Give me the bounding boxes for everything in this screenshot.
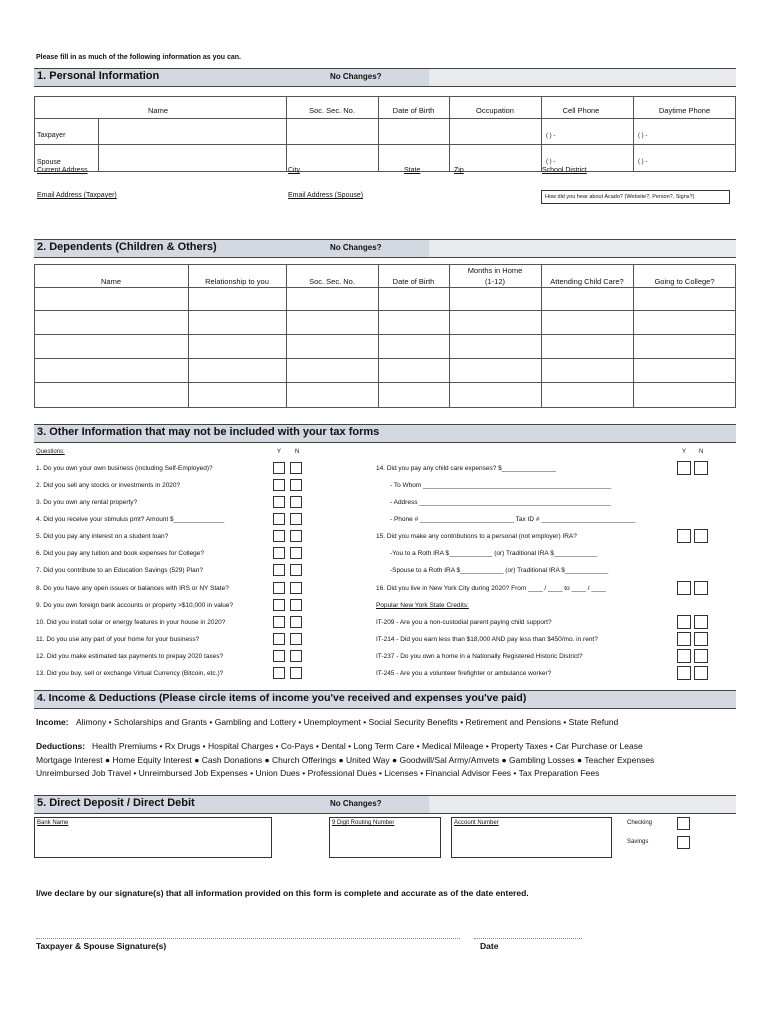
q4-no-checkbox[interactable] (290, 513, 302, 525)
q14-no-checkbox[interactable] (694, 461, 708, 475)
it245-no-checkbox[interactable] (694, 666, 708, 680)
question-11: 11. Do you use any part of your home for your business? (36, 636, 200, 643)
section-title: 3. Other Information that may not be included with your tax forms (37, 426, 380, 438)
header-occupation: Occupation (476, 106, 514, 115)
section-other-header (34, 424, 736, 443)
dep-header-months: Months in Home (467, 266, 523, 275)
q8-no-checkbox[interactable] (290, 582, 302, 594)
ny-credits-heading: Popular New York State Credits: (376, 602, 469, 609)
it-245: IT-245 - Are you a volunteer firefighter or ambulance worker? (376, 670, 552, 677)
bank-name-field[interactable] (34, 817, 272, 858)
income-items: Alimony • Scholarships and Grants • Gambling and Lottery • Unemployment • Social Security Benefits • Retirement and Pensions • State Refund (76, 717, 619, 727)
q9-no-checkbox[interactable] (290, 599, 302, 611)
q1-yes-checkbox[interactable] (273, 462, 285, 474)
it209-no-checkbox[interactable] (694, 615, 708, 629)
header-daytime-phone: Daytime Phone (658, 106, 711, 115)
header-ssn: Soc. Sec. No. (309, 106, 355, 115)
how-heard-label: How did you hear about Acado? (Website?, Person?, Signs?) (545, 194, 695, 200)
section-personal-header (34, 68, 736, 87)
q15-you-ira[interactable]: -You to a Roth IRA $____________ (or) Traditional IRA $____________ (390, 550, 598, 557)
q7-yes-checkbox[interactable] (273, 564, 285, 576)
deductions-line-3: Unreimbursed Job Travel • Unreimbursed Job Expenses • Union Dues • Professional Dues • Licenses • Financial Advisor Fees • Tax Preparation Fees (36, 768, 600, 778)
dep-header-months-range: (1-12) (484, 277, 505, 286)
income-label: Income: (36, 717, 69, 727)
no-changes-field[interactable] (429, 69, 736, 86)
it-209: IT-209 - Are you a non-custodial parent paying child support? (376, 619, 552, 626)
q3-yes-checkbox[interactable] (273, 496, 285, 508)
q1-no-checkbox[interactable] (290, 462, 302, 474)
email-taxpayer-label: Email Address (Taxpayer) (37, 192, 117, 199)
question-2: 2. Did you sell any stocks or investments in 2020? (36, 482, 181, 489)
header-cell-phone: Cell Phone (562, 106, 600, 115)
q14-phone-taxid[interactable]: - Phone # __________________________ Tax ID # __________________________ (390, 516, 636, 523)
it-237: IT-237 - Do you own a home in a Nationally Registered Historic District? (376, 653, 583, 660)
section-title: 1. Personal Information (37, 70, 160, 82)
email-spouse-label: Email Address (Spouse) (288, 192, 364, 199)
it214-no-checkbox[interactable] (694, 632, 708, 646)
q5-yes-checkbox[interactable] (273, 530, 285, 542)
checking-checkbox[interactable] (677, 817, 690, 830)
no-changes-label: No Changes? (330, 72, 382, 81)
signature-line[interactable] (36, 938, 460, 939)
taxpayer-label: Taxpayer (37, 132, 66, 139)
section-deposit-header (34, 795, 736, 814)
date-line[interactable] (474, 938, 582, 939)
question-8: 8. Do you have any open issues or balances with IRS or NY State? (36, 585, 229, 592)
q6-yes-checkbox[interactable] (273, 547, 285, 559)
it245-yes-checkbox[interactable] (677, 666, 691, 680)
question-4: 4. Did you receive your stimulus pmt? Amount $______________ (36, 516, 225, 523)
q5-no-checkbox[interactable] (290, 530, 302, 542)
it-214: IT-214 - Did you earn less than $18,000 AND pay less than $450/mo. in rent? (376, 636, 598, 643)
question-5: 5. Did you pay any interest on a student loan? (36, 533, 169, 540)
current-address-label: Current Address (37, 167, 88, 174)
dep-header-child-care: Attending Child Care? (550, 277, 624, 286)
section-income-header (34, 690, 736, 709)
dep-header-ssn: Soc. Sec. No. (309, 277, 355, 286)
question-15: 15. Did you make any contributions to a personal (not employer) IRA? (376, 533, 577, 540)
date-label: Date (480, 941, 499, 951)
no-changes-field[interactable] (429, 796, 736, 813)
q10-yes-checkbox[interactable] (273, 616, 285, 628)
taxpayer-cell-phone[interactable]: ( ) - (546, 133, 556, 139)
school-district-label: School District (542, 167, 587, 174)
dep-header-college: Going to College? (654, 277, 715, 286)
question-3: 3. Do you own any rental property? (36, 499, 138, 506)
no-changes-label: No Changes? (330, 243, 382, 252)
question-9: 9. Do you own foreign bank accounts or property >$10,000 in value? (36, 602, 234, 609)
question-13: 13. Did you buy, sell or exchange Virtual Currency (Bitcoin, etc.)? (36, 670, 224, 677)
q15-yes-checkbox[interactable] (677, 529, 691, 543)
question-16: 16. Did you live in New York City during 2020? From ____ / ____ to ____ / ____ (376, 585, 606, 592)
q14-address[interactable]: - Address _____________________________________________________ (390, 499, 611, 506)
intro-text: Please fill in as much of the following information as you can. (36, 54, 241, 61)
section-title: 2. Dependents (Children & Others) (37, 241, 217, 253)
savings-checkbox[interactable] (677, 836, 690, 849)
spouse-day-phone[interactable]: ( ) - (638, 159, 648, 165)
q3-no-checkbox[interactable] (290, 496, 302, 508)
q11-no-checkbox[interactable] (290, 633, 302, 645)
checking-label: Checking (627, 820, 653, 826)
q7-no-checkbox[interactable] (290, 564, 302, 576)
q9-yes-checkbox[interactable] (273, 599, 285, 611)
q13-no-checkbox[interactable] (290, 667, 302, 679)
y-label: Y (682, 449, 687, 455)
it214-yes-checkbox[interactable] (677, 632, 691, 646)
deductions-line-1: Health Premiums • Rx Drugs • Hospital Charges • Co-Pays • Dental • Long Term Care • Medical Mileage • Property Taxes • Car Purchase or Lease (92, 741, 643, 751)
dep-header-relationship: Relationship to you (205, 277, 269, 286)
header-dob: Date of Birth (392, 106, 435, 115)
q16-no-checkbox[interactable] (694, 581, 708, 595)
q12-no-checkbox[interactable] (290, 650, 302, 662)
q2-no-checkbox[interactable] (290, 479, 302, 491)
q15-spouse-ira[interactable]: -Spouse to a Roth IRA $____________ (or) Traditional IRA $____________ (390, 567, 609, 574)
q8-yes-checkbox[interactable] (273, 582, 285, 594)
question-7: 7. Did you contribute to an Education Savings (529) Plan? (36, 567, 203, 574)
n-label: N (295, 449, 300, 455)
account-number-label: Account Number (454, 820, 499, 826)
declaration-text: I/we declare by our signature(s) that all information provided on this form is complete and accurate as of the date entered. (36, 888, 529, 898)
q13-yes-checkbox[interactable] (273, 667, 285, 679)
q14-yes-checkbox[interactable] (677, 461, 691, 475)
question-6: 6. Did you pay any tuition and book expenses for College? (36, 550, 205, 557)
zip-label: Zip (454, 167, 464, 174)
header-name: Name (147, 106, 168, 115)
it237-no-checkbox[interactable] (694, 649, 708, 663)
question-10: 10. Did you install solar or energy features in your house in 2020? (36, 619, 226, 626)
q10-no-checkbox[interactable] (290, 616, 302, 628)
questions-label: Questions: (36, 449, 65, 455)
q15-no-checkbox[interactable] (694, 529, 708, 543)
dep-header-name: Name (100, 277, 121, 286)
section-dependents-header (34, 239, 736, 258)
routing-number-label: 9 Digit Routing Number (332, 820, 395, 826)
question-14: 14. Did you pay any child care expenses? $_______________ (376, 465, 556, 472)
q11-yes-checkbox[interactable] (273, 633, 285, 645)
deductions-label: Deductions: (36, 741, 86, 751)
question-1: 1. Do you own your own business (including Self-Employed)? (36, 465, 213, 472)
spouse-cell-phone[interactable]: ( ) - (546, 159, 556, 165)
section-title: 5. Direct Deposit / Direct Debit (37, 797, 195, 809)
q12-yes-checkbox[interactable] (273, 650, 285, 662)
signature-label: Taxpayer & Spouse Signature(s) (36, 941, 167, 951)
q16-yes-checkbox[interactable] (677, 581, 691, 595)
q2-yes-checkbox[interactable] (273, 479, 285, 491)
state-label: State (404, 167, 421, 174)
no-changes-field[interactable] (429, 240, 736, 257)
savings-label: Savings (627, 839, 649, 845)
q4-yes-checkbox[interactable] (273, 513, 285, 525)
question-12: 12. Did you make estimated tax payments to prepay 2020 taxes? (36, 653, 224, 660)
dep-header-dob: Date of Birth (392, 277, 435, 286)
taxpayer-day-phone[interactable]: ( ) - (638, 133, 648, 139)
bank-name-label: Bank Name (37, 820, 69, 826)
q6-no-checkbox[interactable] (290, 547, 302, 559)
no-changes-label: No Changes? (330, 799, 382, 808)
section-title: 4. Income & Deductions (Please circle items of income you've received and expenses you've paid) (37, 692, 527, 704)
y-label: Y (277, 449, 282, 455)
n-label: N (699, 449, 704, 455)
deductions-line-2: Mortgage Interest ● Home Equity Interest ● Cash Donations ● Church Offerings ● United Way ● Goodwill/Sal Army/Amvets ● Gambling Losses ● Teacher Expenses (36, 755, 655, 765)
spouse-label: Spouse (37, 159, 61, 166)
city-label: City (288, 167, 301, 174)
it209-yes-checkbox[interactable] (677, 615, 691, 629)
q14-to-whom[interactable]: - To Whom ____________________________________________________ (390, 482, 612, 489)
it237-yes-checkbox[interactable] (677, 649, 691, 663)
